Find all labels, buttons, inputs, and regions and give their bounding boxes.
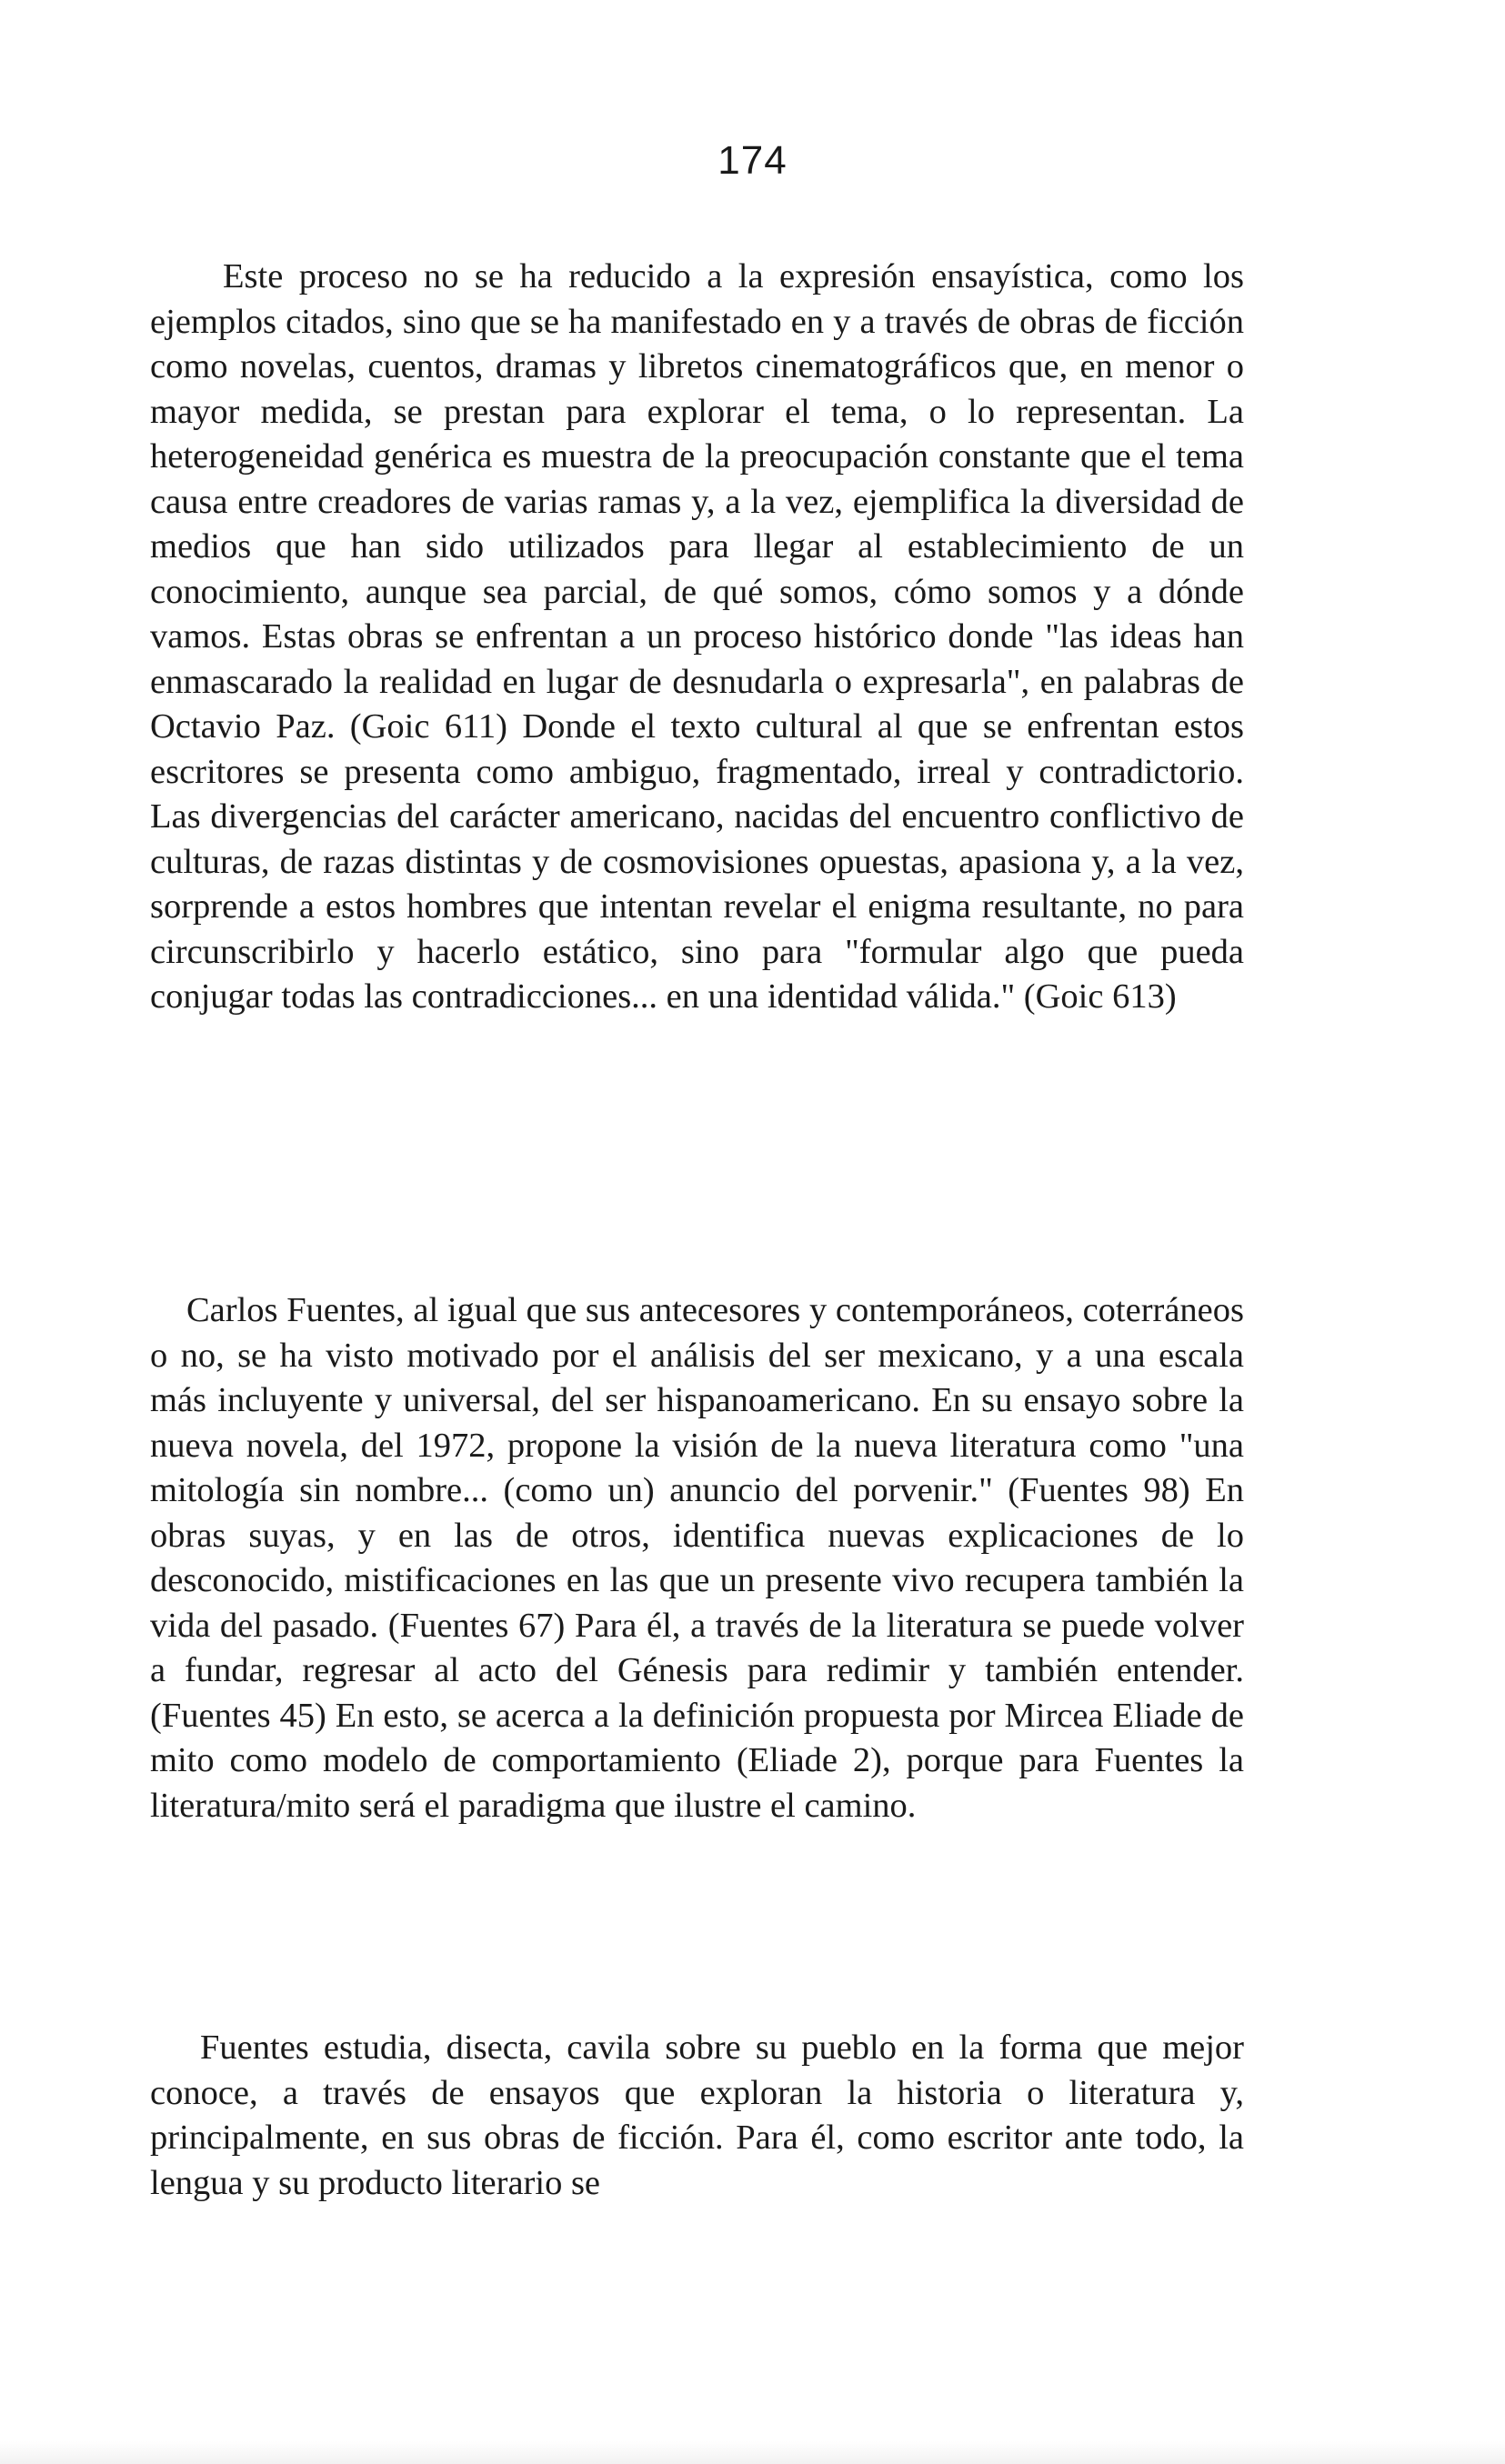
body-paragraph: Carlos Fuentes, al igual que sus antecesores y contemporáneos, coterráneos o no, se ha visto motivado por el análisis del ser mexicano, y a una escala más incluyente y universal, del ser hispanoamericano. En su ensayo sobre la nueva novela, del 1972, propone la visión de la nueva literatura como "una mitología sin nombre... (como un) anuncio del porvenir." (Fuentes 98) En obras suyas, y en las de otros, identifica nuevas explicaciones de lo desconocido, mistificaciones en las que un presente vivo recupera también la vida del pasado. (Fuentes 67) Para él, a través de la literatura se puede volver a fundar, regresar al acto del Génesis para redimir y también entender. (Fuentes 45) En esto, se acerca a la definición propuesta por Mircea Eliade de mito como modelo de comportamiento (Eliade 2), porque para Fuentes la literatura/mito será el paradigma que ilustre el camino. [150,1291,1244,1825]
page-number: 174 [717,138,788,183]
body-paragraph: Este proceso no se ha reducido a la expresión ensayística, como los ejemplos citados, sino que se ha manifestado en y a través de obras de ficción como novelas, cuentos, dramas y libretos cinematográficos que, en menor o mayor medida, se prestan para explorar el tema, o lo representan. La heterogeneidad genérica es muestra de la preocupación constante que el tema causa entre creadores de varias ramas y, a la vez, ejemplifica la diversidad de medios que han sido utilizados para llegar al establecimiento de un conocimiento, aunque sea parcial, de qué somos, cómo somos y a dónde vamos. Estas obras se enfrentan a un proceso histórico donde "las ideas han enmascarado la realidad en lugar de desnudarla o expresarla", en palabras de Octavio Paz. (Goic 611) Donde el texto cultural al que se enfrentan estos escritores se presenta como ambiguo, fragmentado, irreal y contradictorio. Las divergencias del carácter americano, nacidas del encuentro conflictivo de culturas, de razas distintas y de cosmovisiones opuestas, apasiona y, a la vez, sorprende a estos hombres que intentan revelar el enigma resultante, no para circunscribirlo y hacerlo estático, sino para "formular algo que pueda conjugar todas las contradicciones... en una identidad válida." (Goic 613) [150,257,1244,1016]
body-paragraph: Fuentes estudia, disecta, cavila sobre su pueblo en la forma que mejor conoce, a través de ensayos que exploran la historia o literatura y, principalmente, en sus obras de ficción. Para él, como escritor ante todo, la lengua y su producto literario se [150,2028,1244,2202]
scan-bottom-edge [0,2441,1505,2464]
